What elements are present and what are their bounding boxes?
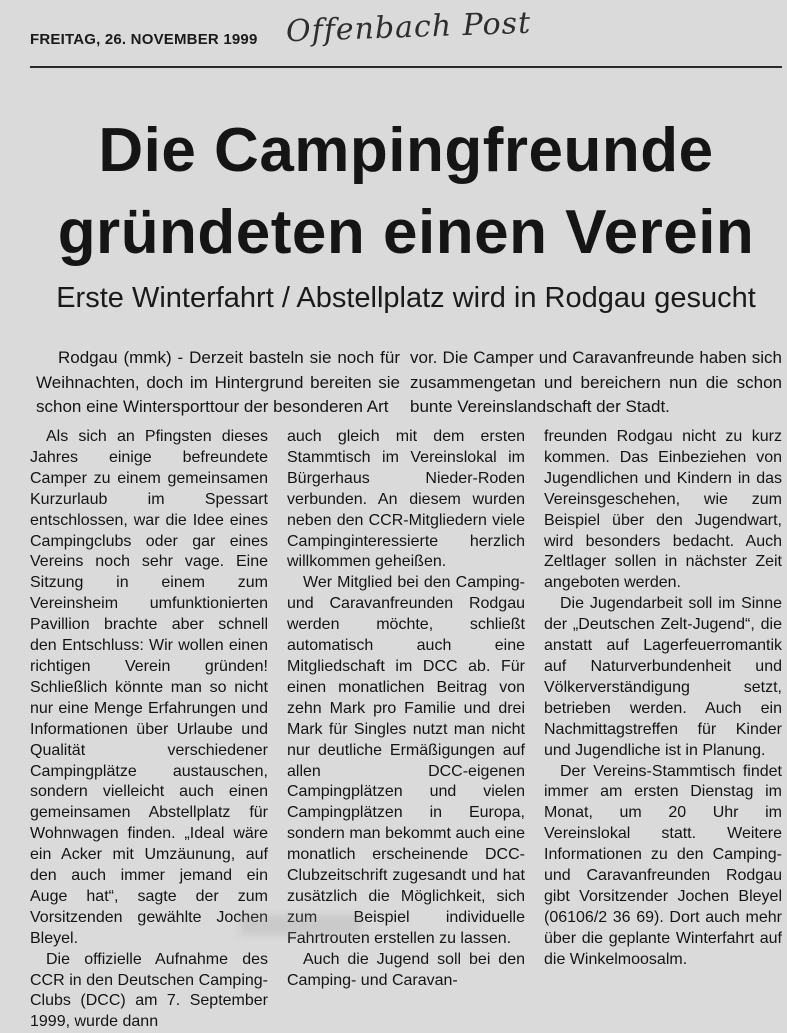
header-rule (30, 66, 782, 68)
bleed-through-stain (240, 915, 360, 935)
column-1-paragraph-1: Als sich an Pfingsten dieses Jahres einige befreundete Camper zu einem gemeinsamen Kurzurlaub im Spessart entschlossen, war die Idee eines Campingclubs oder gar eines Vereins noch sehr vage. Eine Sitzung in einem zum Vereinsheim umfunktionierten Pavillion brachte aber schnell den Entschluss: Wir wollen einen richtigen Verein gründen! Schließlich könnte man so nicht nur eine Menge Erfahrungen und Informationen über Urlaube und Qualität verschiedener Campingplätze austauschen, sondern vielleicht auch einen gemeinsamen Abstellplatz für Wohnwagen finden. „Ideal wäre ein Acker mit Umzäunung, auf den auch immer jemand ein Auge hat“, sagte der zum Vorsitzenden gewählte Jochen Bleyel. (30, 428, 268, 947)
article-column-3 (544, 427, 782, 971)
article-column-1 (30, 427, 268, 1033)
lead-paragraph-right (410, 346, 782, 420)
headline-line-2: gründeten einen Verein (57, 198, 755, 267)
lead-text-left: Rodgau (mmk) - Derzeit basteln sie noch für Weihnachten, doch im Hintergrund bereiten sie schon eine Wintersporttour der besonderen Art (36, 348, 400, 416)
subheadline: Erste Winterfahrt / Abstellplatz wird in Rodgau gesucht (56, 282, 756, 314)
column-1-paragraph-2: Die offizielle Aufnahme des CCR in den Deutschen Camping-Clubs (DCC) am 7. September 1999, wurde dann (30, 950, 268, 1031)
column-2-paragraph-3: Auch die Jugend soll bei den Camping- und Caravan- (287, 950, 525, 989)
column-2-paragraph-2: Wer Mitglied bei den Camping- und Caravanfreunden Rodgau werden möchte, schließt automatisch auch eine Mitgliedschaft im DCC ab. Für einen monatlichen Beitrag von zehn Mark pro Familie und drei Mark für Singles nutzt man nicht nur deutliche Ermäßigungen auf allen DCC-eigenen Campingplätzen und vielen Campingplätzen in Europa, sondern man bekommt auch eine monatlich erscheinende DCC-Clubzeitschrift zugesandt und hat zusätzlich die Möglichkeit, sich zum Beispiel individuelle Fahrtrouten erstellen zu lassen. (287, 574, 525, 947)
column-3-paragraph-1: freunden Rodgau nicht zu kurz kommen. Das Einbeziehen von Jugendlichen und Kindern in das Vereinsgeschehen, wie zum Beispiel über den Jugendwart, wird besonders bedacht. Auch Zeltlager sollen in nächster Zeit angeboten werden. (544, 428, 782, 592)
headline (30, 110, 782, 274)
column-3-paragraph-2: Die Jugendarbeit soll im Sinne der „Deutschen Zelt-Jugend“, die anstatt auf Lagerfeuerromantik auf Naturverbundenheit und Völkerverständigung setzt, betrieben werden. Auch ein Nachmittagstreffen für Kinder und Jugendliche ist in Planung. (544, 595, 782, 759)
dateline: FREITAG, 26. NOVEMBER 1999 (30, 31, 258, 48)
column-2-paragraph-1: auch gleich mit dem ersten Stammtisch im Vereinslokal im Bürgerhaus Nieder-Roden verbunden. An diesem wurden neben den CCR-Mitgliedern viele Campinginteressierte herzlich willkommen geheißen. (287, 428, 525, 571)
column-3-paragraph-3: Der Vereins-Stammtisch findet immer am ersten Dienstag im Monat, um 20 Uhr im Vereinslokal statt. Weitere Informationen zu den Camping- und Caravanfreunden Rodgau gibt Vorsitzender Jochen Bleyel (06106/2 36 69). Dort auch mehr über die geplante Winterfahrt auf die Winkelmoosalm. (544, 762, 782, 968)
lead-text-right: vor. Die Camper und Caravanfreunde haben sich zusammengetan und bereichern nun die schon bunte Vereinslandschaft der Stadt. (410, 348, 782, 416)
handwritten-source-note: Offenbach Post (285, 5, 532, 50)
article-column-2 (287, 427, 525, 991)
headline-line-1: Die Campingfreunde (98, 116, 714, 185)
lead-paragraph-left (36, 346, 400, 420)
